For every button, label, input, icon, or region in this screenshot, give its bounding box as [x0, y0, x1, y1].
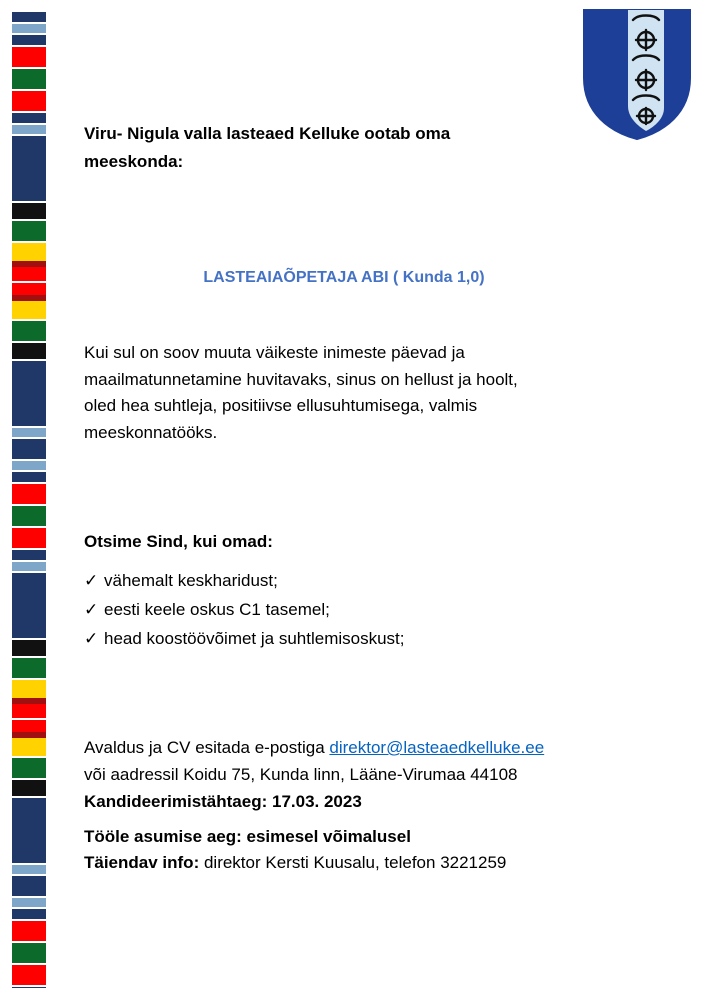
contact-block — [84, 734, 684, 815]
requirements-list — [84, 566, 405, 653]
info-value: direktor Kersti Kuusalu, telefon 3221259 — [199, 853, 507, 872]
application-text: Avaldus ja CV esitada e-postiga — [84, 738, 330, 757]
check-mark-icon: ✓ — [84, 629, 99, 648]
requirements-heading: Otsime Sind, kui omad: — [84, 532, 273, 551]
intro-line: Kui sul on soov muuta väikeste inimeste päevad ja — [84, 343, 465, 362]
check-mark-icon: ✓ — [84, 571, 99, 590]
requirement-text: vähemalt keskharidust; — [104, 571, 278, 590]
info-label: Täiendav info: — [84, 853, 200, 872]
coat-of-arms-logo — [582, 8, 692, 141]
deadline-line: Kandideerimistähtaeg: 17.03. 2023 — [84, 792, 362, 811]
check-mark-icon: ✓ — [84, 600, 99, 619]
extra-info-block — [84, 824, 684, 876]
start-date-line: Tööle asumise aeg: esimesel võimalusel — [84, 827, 411, 846]
list-item — [84, 624, 405, 653]
intro-paragraph — [84, 340, 614, 446]
requirement-text: eesti keele oskus C1 tasemel; — [104, 600, 330, 619]
list-item — [84, 566, 405, 595]
job-title: LASTEAIAÕPETAJA ABI ( Kunda 1,0) — [203, 269, 485, 286]
email-link[interactable]: direktor@lasteaedkelluke.ee — [329, 738, 545, 757]
intro-line: maailmatunnetamine huvitavaks, sinus on hellust ja hoolt, — [84, 369, 518, 389]
decorative-stripe — [12, 12, 46, 988]
heading-line: meeskonda: — [84, 152, 184, 171]
list-item — [84, 595, 405, 624]
requirement-text: head koostöövõimet ja suhtlemisoskust; — [104, 629, 405, 648]
application-line — [84, 734, 684, 761]
heading-line: Viru- Nigula valla lasteaed Kelluke ootab oma — [84, 124, 451, 143]
announcement-heading — [84, 120, 544, 176]
intro-line: oled hea suhtleja, positiivse ellusuhtumisega, valmis — [84, 396, 478, 415]
info-line — [84, 850, 684, 876]
intro-line: meeskonnatööks. — [84, 422, 218, 442]
address-line: või aadressil Koidu 75, Kunda linn, Lääne-Virumaa 44108 — [84, 765, 518, 784]
